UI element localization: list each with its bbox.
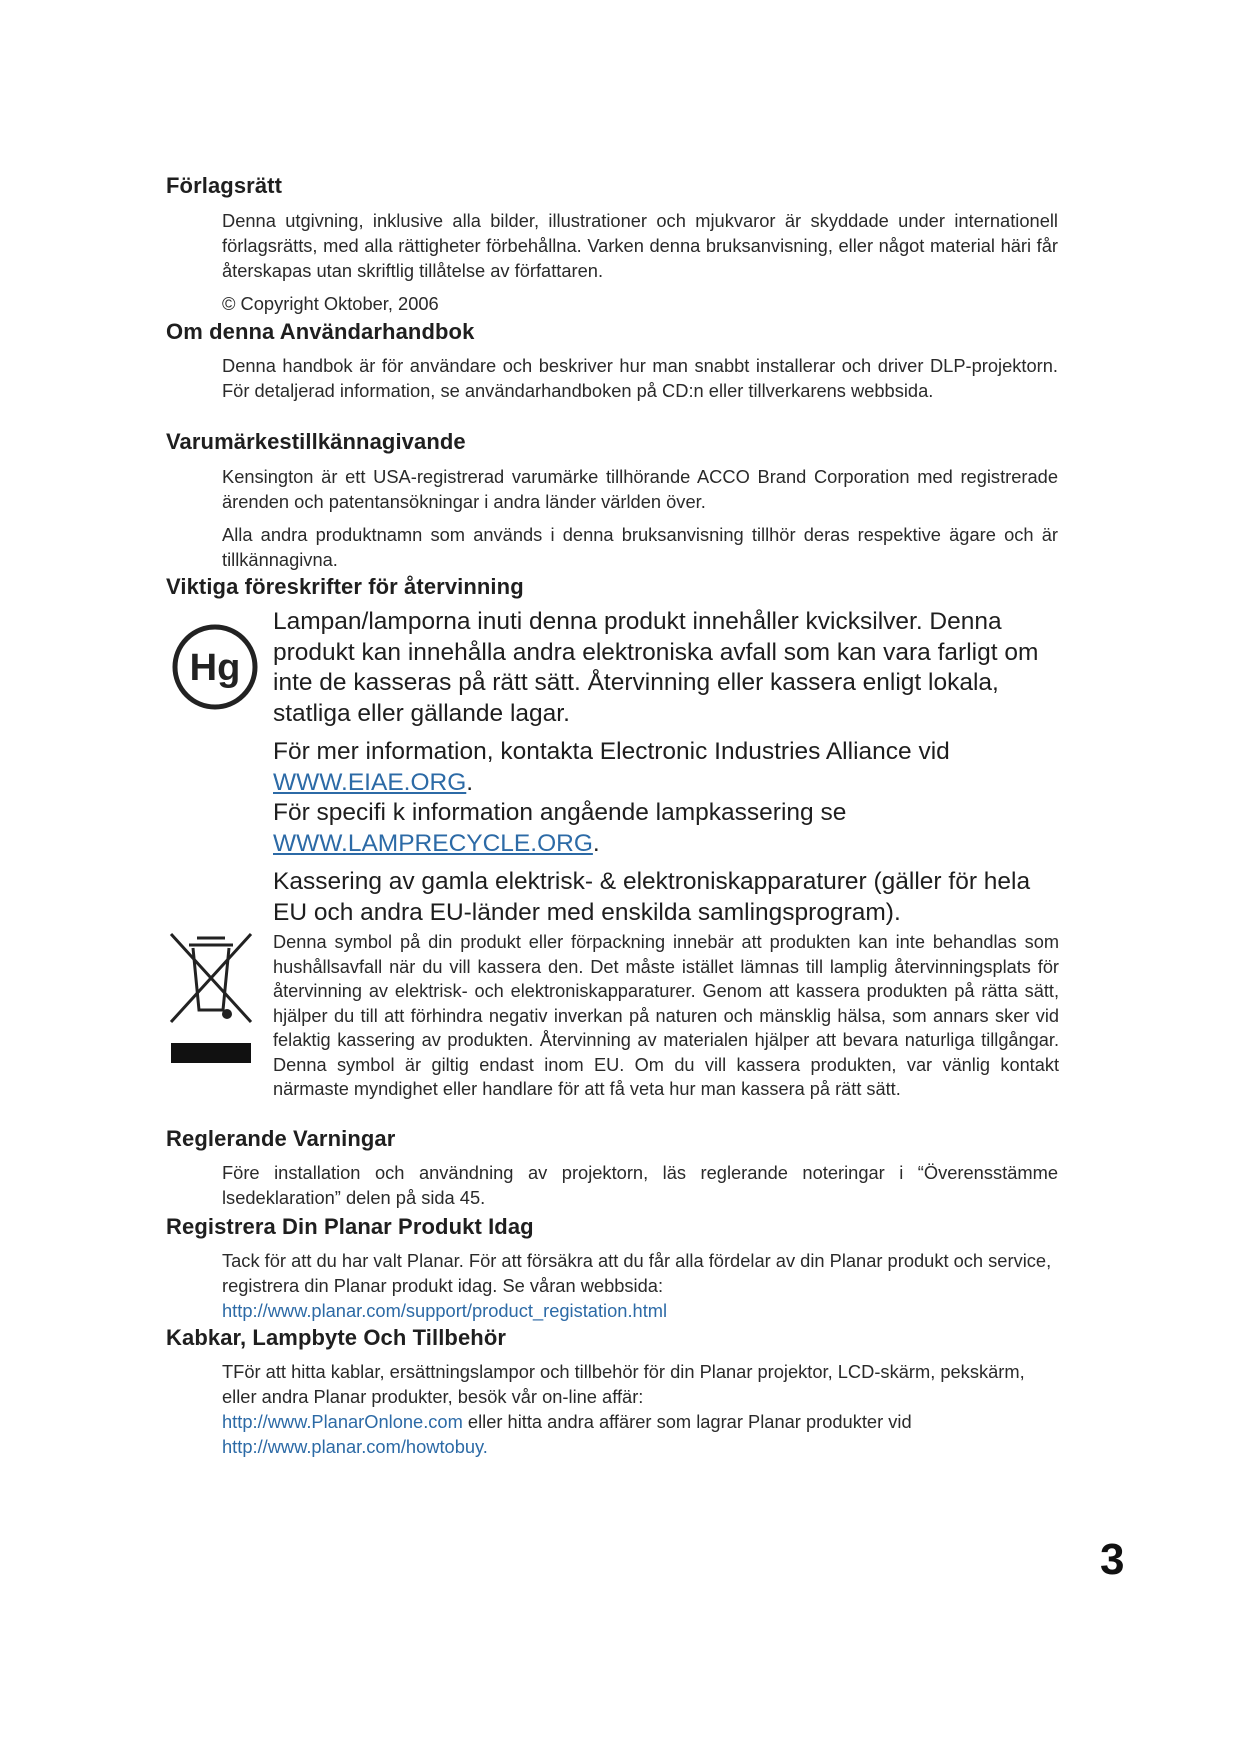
heading-register: Registrera Din Planar Produkt Idag bbox=[166, 1214, 534, 1239]
heading-about: Om denna Användarhandbok bbox=[166, 319, 475, 344]
mercury-hg-icon bbox=[170, 622, 260, 712]
register-link-line bbox=[222, 1298, 1058, 1323]
heading-copyright: Förlagsrätt bbox=[166, 173, 283, 198]
eia-info: För mer information, kontakta Electronic Industries Alliance vid WWW.EIAE.ORG. bbox=[273, 738, 950, 796]
weee-crossed-bin-icon bbox=[167, 930, 255, 1065]
cables-body bbox=[222, 1359, 1058, 1467]
register-body bbox=[222, 1248, 1058, 1331]
recycling-mercury-block bbox=[273, 607, 1063, 936]
heading-recycling: Viktiga föreskrifter för återvinning bbox=[166, 574, 524, 599]
planaronlone-link[interactable]: http://www.PlanarOnlone.com bbox=[222, 1411, 463, 1432]
lamprecycle-link[interactable]: WWW.LAMPRECYCLE.ORG bbox=[273, 829, 593, 857]
about-body bbox=[222, 353, 1058, 411]
eiae-link[interactable]: WWW.EIAE.ORG bbox=[273, 768, 467, 796]
eia-info-text: För mer information, kontakta Electronic Industries Alliance vid bbox=[273, 738, 950, 765]
heading-regulatory: Reglerande Varningar bbox=[166, 1126, 396, 1151]
mercury-paragraph: Lampan/lamporna inuti denna produkt innehåller kvicksilver. Denna produkt kan innehålla andra elektroniska avfall som kan vara farligt om inte de kasseras på rätt sätt. Återvinning eller kassera enligt lokala, statliga eller gällande lagar. bbox=[273, 608, 1039, 727]
heading-cables: Kabkar, Lampbyte Och Tillbehör bbox=[166, 1325, 507, 1350]
weee-title: Kassering av gamla elektrisk- & elektroniskapparaturer (gäller för hela EU och andra EU-länder med enskilda samlingsprogram). bbox=[273, 868, 1031, 926]
register-paragraph: Tack för att du har valt Planar. För att försäkra att du får alla fördelar av din Planar produkt och service, registrera din Planar produkt idag. Se våran webbsida: bbox=[222, 1250, 1052, 1296]
copyright-body bbox=[222, 208, 1058, 324]
copyright-paragraph: Denna utgivning, inklusive alla bilder, illustrationer och mjukvaror är skyddade under internationell förlagsrätts, med alla rättigheter förbehållna. Varken denna bruksanvisning, eller något material häri får återskapas utan skriftlig tillåtelse av författaren. bbox=[222, 210, 1058, 281]
trademarks-paragraph-2: Alla andra produktnamn som används i denna bruksanvisning tillhör deras respektive ägare och är tillkännagivna. bbox=[222, 524, 1058, 570]
cables-paragraph: TFör att hitta kablar, ersättningslampor och tillbehör för din Planar projektor, LCD-skärm, pekskärm, eller andra Planar produkter, besök vår on-line affär: bbox=[222, 1361, 1025, 1407]
weee-paragraph: Denna symbol på din produkt eller förpackning innebär att produkten kan inte behandlas som hushållsavfall när du vill kassera den. Det måste istället lämnas till lamplig återvinningsplats för återvinning av elektrisk- och elektroniskapparaturer. Genom att kassera produkten på rätta sätt, hjälper du till att förhindra negativ inverkan på naturen och mänsklig hälsa, som annars sker vid felaktig kassering av produkten. Återvinning av materialen hjälper att bevara naturliga tillgångar. Denna symbol är giltig endast inom EU. Om du vill kassera produkten, var vänlig kontakt närmaste myndighet eller handlare för att få veta hur man kassera på rätt sätt. bbox=[273, 932, 1059, 1099]
copyright-notice: © Copyright Oktober, 2006 bbox=[222, 293, 439, 314]
lamp-info: För specifi k information angående lampkassering se WWW.LAMPRECYCLE.ORG. bbox=[273, 799, 847, 857]
regulatory-body bbox=[222, 1160, 1058, 1218]
trademarks-body bbox=[222, 464, 1058, 580]
trademarks-paragraph-1: Kensington är ett USA-registrerad varumärke tillhörande ACCO Brand Corporation med registrerade ärenden och patentansökningar i andra länder världen över. bbox=[222, 466, 1058, 512]
cables-mid-text: eller hitta andra affärer som lagrar Planar produkter vid bbox=[462, 1411, 912, 1432]
lamp-info-text: För specifi k information angående lampkassering se bbox=[273, 799, 847, 826]
heading-trademarks: Varumärkestillkännagivande bbox=[166, 429, 466, 454]
hg-symbol-text: Hg bbox=[189, 647, 241, 689]
product-registration-link[interactable]: http://www.planar.com/support/product_registation.html bbox=[222, 1300, 668, 1321]
howtobuy-link[interactable]: http://www.planar.com/howtobuy. bbox=[222, 1436, 488, 1457]
regulatory-paragraph: Före installation och användning av projektorn, läs reglerande noteringar i “Överensstämme lsedeklaration” delen på sida 45. bbox=[222, 1162, 1058, 1208]
cables-links-line bbox=[222, 1409, 1058, 1459]
about-paragraph: Denna handbok är för användare och beskriver hur man snabbt installerar och driver DLP-projektorn. För detaljerad information, se användarhandboken på CD:n eller tillverkarens webbsida. bbox=[222, 355, 1058, 401]
page-number: 3 bbox=[1100, 1535, 1125, 1584]
